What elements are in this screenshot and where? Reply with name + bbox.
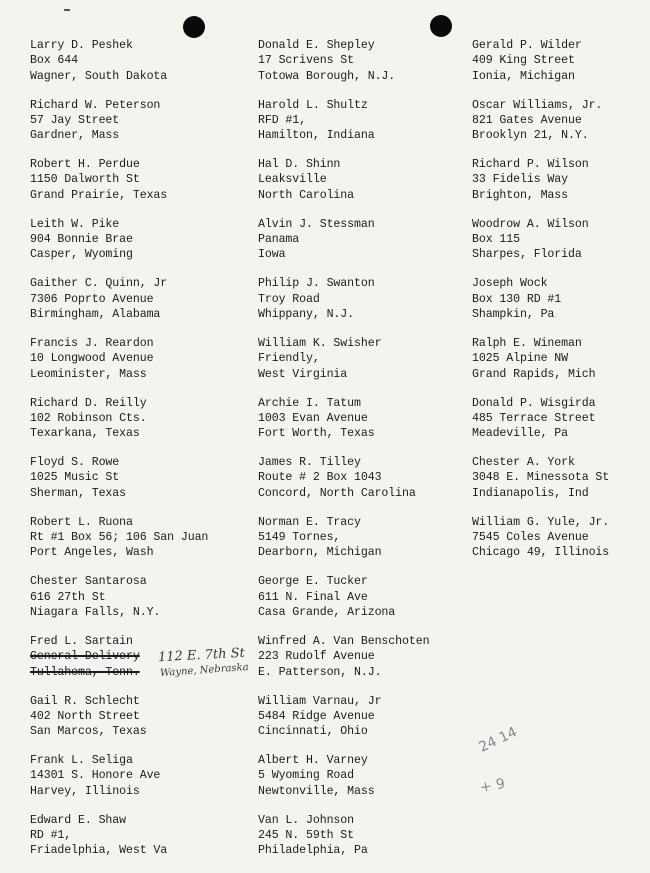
- address-entry: [30, 157, 167, 203]
- entry-address: 5484 Ridge Avenue: [258, 709, 375, 723]
- address-entry: [30, 38, 167, 84]
- entry-city: Harvey, Illinois: [30, 784, 140, 798]
- entry-name: William K. Swisher: [258, 337, 382, 350]
- entry-name: Fred L. Sartain: [30, 635, 133, 648]
- address-entry: [258, 336, 381, 382]
- entry-name: Philip J. Swanton: [258, 277, 375, 291]
- address-entry: [30, 217, 133, 263]
- entry-address: Panama: [258, 233, 300, 247]
- entry-address: 1025 Alpine NW: [472, 352, 569, 366]
- address-entry: [258, 157, 354, 203]
- entry-city: Niagara Falls, N.Y.: [30, 605, 161, 619]
- address-entry: [30, 98, 160, 144]
- entry-address: Box 115: [472, 233, 521, 247]
- entry-name: Frank L. Seliga: [30, 754, 133, 768]
- entry-name: Robert L. Ruona: [30, 515, 133, 529]
- address-entry: [30, 753, 160, 799]
- address-entry: [258, 98, 375, 144]
- entry-name: Joseph Wock: [472, 277, 548, 291]
- address-entry: [258, 753, 375, 799]
- entry-name: Larry D. Peshek: [30, 39, 133, 52]
- entry-city: Brooklyn 21, N.Y.: [472, 129, 589, 143]
- entry-city: Concord, North Carolina: [258, 486, 416, 500]
- entry-city: Casa Grande, Arizona: [258, 605, 396, 619]
- entry-city: Hamilton, Indiana: [258, 129, 375, 143]
- entry-city: E. Patterson, N.J.: [258, 665, 382, 679]
- address-entry: [30, 574, 160, 620]
- entry-name: Edward E. Shaw: [30, 813, 127, 827]
- address-entry: [258, 276, 375, 322]
- entry-address: Troy Road: [258, 292, 320, 306]
- entry-address: 5149 Tornes,: [258, 531, 341, 545]
- address-entry: [258, 515, 381, 561]
- entry-name: Gerald P. Wilder: [472, 39, 582, 52]
- entry-name: Floyd S. Rowe: [30, 456, 120, 470]
- entry-name: Chester A. York: [472, 456, 575, 470]
- punch-hole-right: [430, 15, 452, 37]
- entry-city: North Carolina: [258, 188, 355, 202]
- address-entry: [258, 38, 395, 84]
- entry-address: 611 N. Final Ave: [258, 590, 368, 604]
- entry-city: Grand Prairie, Texas: [30, 188, 168, 202]
- entry-address: RFD #1,: [258, 113, 307, 127]
- address-entry: [30, 396, 147, 442]
- address-entry: [30, 694, 147, 740]
- address-entry: [30, 336, 153, 382]
- entry-name: Norman E. Tracy: [258, 515, 361, 529]
- entry-address: 409 King Street: [472, 54, 575, 68]
- margin-mark: [64, 9, 70, 11]
- entry-address: 7306 Poprto Avenue: [30, 292, 154, 306]
- entry-city: Gardner, Mass: [30, 129, 120, 143]
- entry-name: Van L. Johnson: [258, 813, 355, 827]
- pencil-note: + 9: [478, 775, 507, 797]
- address-entry: [258, 574, 395, 620]
- handwritten-street-correction: 112 E. 7th St: [157, 645, 246, 666]
- entry-name: Robert H. Perdue: [30, 158, 140, 172]
- entry-address: 1025 Music St: [30, 471, 120, 485]
- entry-address: General Delivery: [30, 650, 140, 664]
- address-entry: [472, 515, 609, 561]
- entry-city: Cincinnati, Ohio: [258, 725, 368, 739]
- entry-name: Richard W. Peterson: [30, 98, 161, 112]
- entry-name: Woodrow A. Wilson: [472, 217, 589, 231]
- entry-name: Donald P. Wisgirda: [472, 396, 596, 410]
- pencil-note: 24 14: [476, 724, 520, 756]
- address-entry: [472, 276, 561, 322]
- entry-city: Philadelphia, Pa: [258, 844, 368, 858]
- entry-address: 5 Wyoming Road: [258, 769, 355, 783]
- entry-name: Chester Santarosa: [30, 575, 147, 589]
- address-entry: [258, 217, 375, 263]
- address-entry: [472, 98, 602, 144]
- address-entry: [30, 634, 140, 680]
- entry-city: Birmingham, Alabama: [30, 307, 161, 321]
- address-entry: [30, 455, 126, 501]
- address-entry: [258, 694, 381, 740]
- entry-address: 17 Scrivens St: [258, 54, 355, 68]
- entry-name: Richard D. Reilly: [30, 396, 147, 410]
- entry-address: Route # 2 Box 1043: [258, 471, 382, 485]
- entry-address: 616 27th St: [30, 590, 106, 604]
- entry-address: Rt #1 Box 56; 106 San Juan: [30, 531, 209, 545]
- entry-name: Oscar Williams, Jr.: [472, 98, 603, 112]
- entry-address: 821 Gates Avenue: [472, 113, 582, 127]
- entry-address: Friendly,: [258, 352, 320, 366]
- entry-address: 33 Fidelis Way: [472, 173, 569, 187]
- address-entry: [472, 396, 595, 442]
- handwritten-city-correction: Wayne, Nebraska: [159, 661, 249, 680]
- entry-name: Francis J. Reardon: [30, 337, 154, 350]
- entry-address: 223 Rudolf Avenue: [258, 650, 375, 664]
- entry-address: 1003 Evan Avenue: [258, 411, 368, 425]
- entry-address: Leaksville: [258, 173, 327, 187]
- entry-address: Box 130 RD #1: [472, 292, 562, 306]
- entry-city: Friadelphia, West Va: [30, 844, 168, 858]
- address-entry: [30, 515, 208, 561]
- address-entry: [472, 455, 609, 501]
- address-entry: [258, 396, 375, 442]
- address-entry: [472, 38, 582, 84]
- entry-city: Iowa: [258, 248, 286, 262]
- entry-address: 102 Robinson Cts.: [30, 411, 147, 425]
- entry-name: Richard P. Wilson: [472, 158, 589, 172]
- entry-name: Leith W. Pike: [30, 217, 120, 231]
- address-entry: [30, 276, 167, 322]
- entry-city: Port Angeles, Wash: [30, 546, 154, 560]
- entry-city: Indianapolis, Ind: [472, 486, 589, 500]
- entry-name: George E. Tucker: [258, 575, 368, 589]
- entry-name: William Varnau, Jr: [258, 694, 382, 708]
- entry-city: Casper, Wyoming: [30, 248, 133, 262]
- entry-city: Shampkin, Pa: [472, 307, 555, 321]
- entry-address: 7545 Coles Avenue: [472, 531, 589, 545]
- entry-name: James R. Tilley: [258, 456, 361, 470]
- entry-address: Box 644: [30, 54, 79, 68]
- entry-city: Newtonville, Mass: [258, 784, 375, 798]
- entry-city: Wagner, South Dakota: [30, 69, 168, 83]
- address-entry: [258, 634, 429, 680]
- entry-city: Meadeville, Pa: [472, 427, 569, 441]
- entry-address: 1150 Dalworth St: [30, 173, 140, 187]
- entry-city: Sherman, Texas: [30, 486, 127, 500]
- entry-address: 245 N. 59th St: [258, 829, 355, 843]
- address-entry: [30, 813, 167, 859]
- address-entry: [472, 157, 589, 203]
- entry-address: 904 Bonnie Brae: [30, 233, 133, 247]
- entry-city: Whippany, N.J.: [258, 307, 355, 321]
- entry-city: Totowa Borough, N.J.: [258, 69, 396, 83]
- entry-name: Gaither C. Quinn, Jr: [30, 277, 168, 291]
- entry-city: Tullahoma, Tenn.: [30, 665, 140, 679]
- address-entry: [258, 813, 368, 859]
- entry-address: 3048 E. Minessota St: [472, 471, 610, 485]
- entry-address: 485 Terrace Street: [472, 411, 596, 425]
- entry-city: Ionia, Michigan: [472, 69, 575, 83]
- entry-city: Leominister, Mass: [30, 367, 147, 381]
- entry-name: Hal D. Shinn: [258, 158, 341, 172]
- entry-name: Ralph E. Wineman: [472, 337, 582, 350]
- entry-address: 10 Longwood Avenue: [30, 352, 154, 366]
- entry-name: Winfred A. Van Benschoten: [258, 635, 430, 648]
- entry-name: Donald E. Shepley: [258, 39, 375, 52]
- address-entry: [472, 217, 589, 263]
- punch-hole-left: [183, 16, 205, 38]
- entry-name: Albert H. Varney: [258, 754, 368, 768]
- entry-name: Harold L. Shultz: [258, 98, 368, 112]
- entry-address: 402 North Street: [30, 709, 140, 723]
- entry-city: Sharpes, Florida: [472, 248, 582, 262]
- address-entry: [258, 455, 416, 501]
- entry-city: Texarkana, Texas: [30, 427, 140, 441]
- entry-city: Chicago 49, Illinois: [472, 546, 610, 560]
- entry-city: West Virginia: [258, 367, 348, 381]
- entry-address: 14301 S. Honore Ave: [30, 769, 161, 783]
- entry-city: Brighton, Mass: [472, 188, 569, 202]
- address-entry: [472, 336, 595, 382]
- entry-city: Grand Rapids, Mich: [472, 367, 596, 381]
- entry-name: William G. Yule, Jr.: [472, 515, 610, 529]
- entry-name: Archie I. Tatum: [258, 396, 361, 410]
- entry-address: 57 Jay Street: [30, 113, 120, 127]
- entry-name: Gail R. Schlecht: [30, 694, 140, 708]
- entry-city: Dearborn, Michigan: [258, 546, 382, 560]
- entry-city: Fort Worth, Texas: [258, 427, 375, 441]
- entry-name: Alvin J. Stessman: [258, 217, 375, 231]
- entry-address: RD #1,: [30, 829, 72, 843]
- entry-city: San Marcos, Texas: [30, 725, 147, 739]
